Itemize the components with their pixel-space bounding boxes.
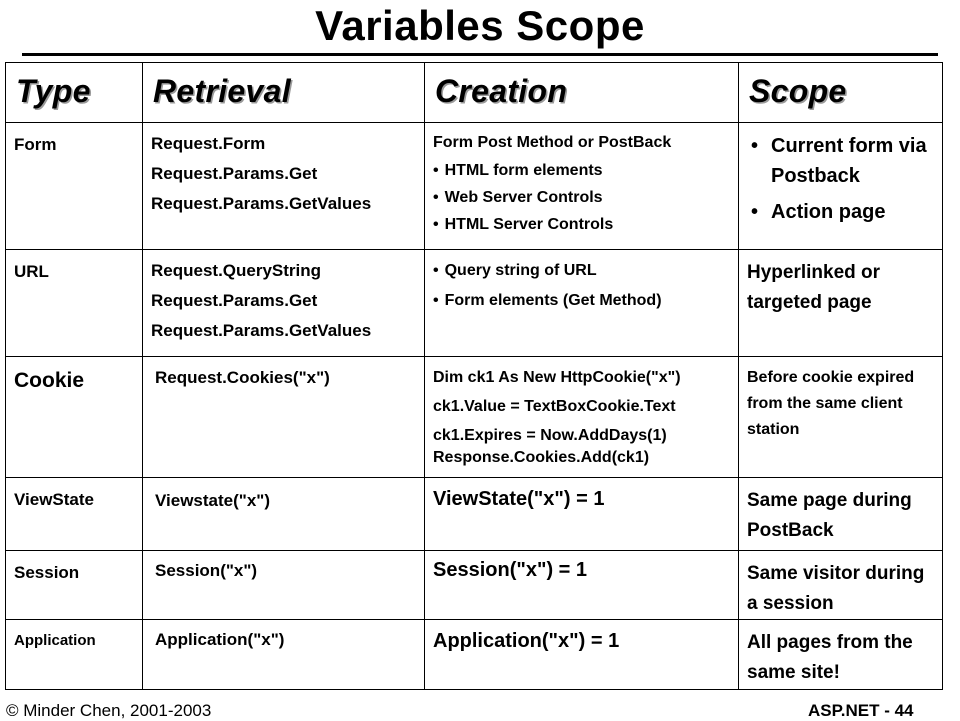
creation-bullet: • Query string of URL <box>433 256 738 286</box>
retrieval-line: Request.Params.Get <box>151 291 318 310</box>
title-underline <box>22 53 938 56</box>
retrieval-cell <box>143 123 425 250</box>
type-cell: Cookie <box>6 357 143 478</box>
creation-bullet: • HTML Server Controls <box>433 211 738 238</box>
retrieval-line: Request.Cookies("x") <box>155 368 330 387</box>
copyright-footer: © Minder Chen, 2001-2003 <box>6 701 212 720</box>
creation-line: ck1.Expires = Now.AddDays(1) <box>433 427 667 444</box>
header-creation: Creation <box>425 63 739 123</box>
type-cell: ViewState <box>6 478 143 551</box>
header-type: Type <box>6 63 143 123</box>
creation-bullet: • Web Server Controls <box>433 184 738 211</box>
creation-cell: Application("x") = 1 <box>425 620 739 690</box>
table-row <box>6 551 943 620</box>
creation-bullet: • HTML form elements <box>433 157 738 184</box>
retrieval-line: Request.Params.Get <box>151 164 318 183</box>
type-cell: Application <box>6 620 143 690</box>
scope-cell: Same page during PostBack <box>739 478 943 551</box>
retrieval-line: Request.Form <box>151 134 266 153</box>
scope-cell: Same visitor during a session <box>739 551 943 620</box>
scope-table <box>5 62 943 690</box>
creation-cell <box>425 250 739 357</box>
scope-cell: All pages from the same site! <box>739 620 943 690</box>
retrieval-line: Viewstate("x") <box>155 491 271 510</box>
table-row <box>6 478 943 551</box>
creation-bullet: • Form elements (Get Method) <box>433 286 738 316</box>
retrieval-cell <box>143 551 425 620</box>
retrieval-line: Session("x") <box>155 561 258 580</box>
creation-cell <box>425 357 739 478</box>
slide-title: Variables Scope <box>315 2 645 49</box>
header-scope: Scope <box>739 63 943 123</box>
table-row <box>6 620 943 690</box>
header-retrieval: Retrieval <box>143 63 425 123</box>
retrieval-cell <box>143 478 425 551</box>
type-cell: URL <box>6 250 143 357</box>
table-row <box>6 250 943 357</box>
retrieval-line: Application("x") <box>155 630 285 649</box>
scope-cell: Hyperlinked or targeted page <box>739 250 943 357</box>
scope-cell: Before cookie expired from the same client station <box>739 357 943 478</box>
header-row <box>6 63 943 123</box>
creation-cell <box>425 123 739 250</box>
retrieval-cell <box>143 250 425 357</box>
retrieval-cell <box>143 357 425 478</box>
slide-number: ASP.NET - 44 <box>808 701 914 720</box>
creation-line: Response.Cookies.Add(ck1) <box>433 449 650 466</box>
creation-line: Form Post Method or PostBack <box>433 134 672 151</box>
creation-line: ck1.Value = TextBoxCookie.Text <box>433 398 676 415</box>
scope-bullet: • Action page <box>747 197 936 227</box>
creation-line: Dim ck1 As New HttpCookie("x") <box>433 369 681 386</box>
creation-cell: Session("x") = 1 <box>425 551 739 620</box>
scope-bullet: • Current form via Postback <box>747 131 936 191</box>
retrieval-line: Request.QueryString <box>151 261 322 280</box>
retrieval-line: Request.Params.GetValues <box>151 194 372 213</box>
scope-cell <box>739 123 943 250</box>
creation-cell: ViewState("x") = 1 <box>425 478 739 551</box>
retrieval-cell <box>143 620 425 690</box>
type-cell: Session <box>6 551 143 620</box>
table-row <box>6 123 943 250</box>
table-row <box>6 357 943 478</box>
type-cell: Form <box>6 123 143 250</box>
retrieval-line: Request.Params.GetValues <box>151 321 372 340</box>
